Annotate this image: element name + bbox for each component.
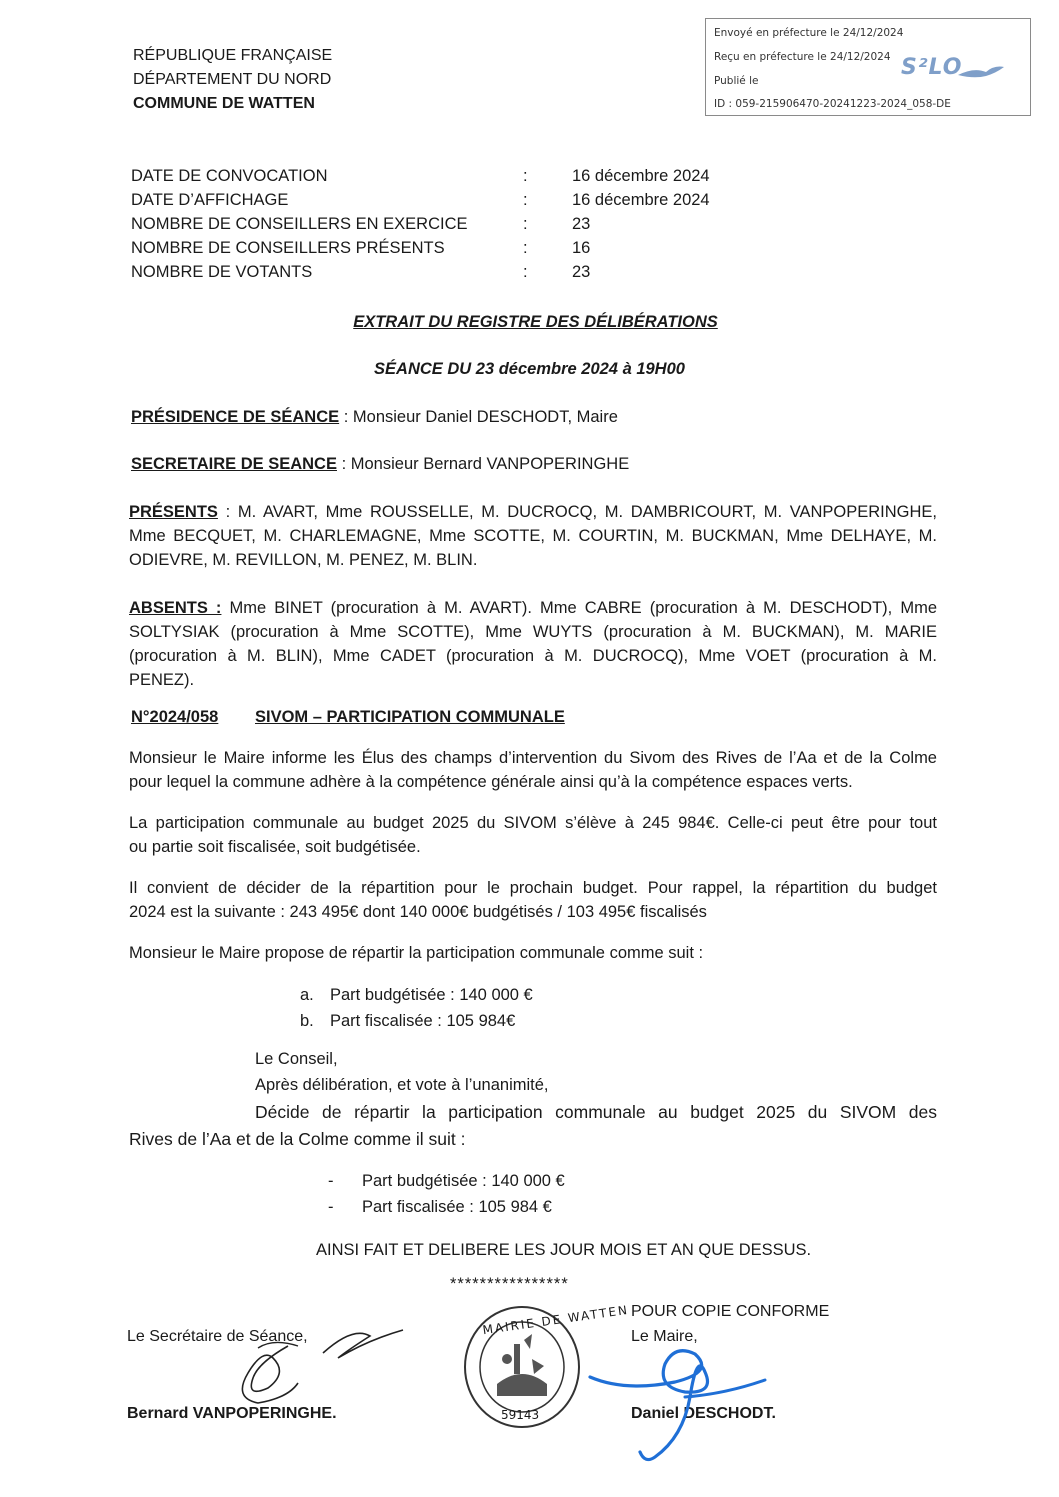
presents-paragraph: PRÉSENTS : M. AVART, Mme ROUSSELLE, M. DUCROCQ, M. DAMBRICOURT, M. VANPOPERINGHE, Mme BECQUET, M. CHARLEMAGNE, Mme SCOTTE, M. COURTIN, M. BUCKMAN, Mme DELHAYE, M. ODIEVRE, M. REVILLON, M. PENEZ, M. BLIN. [129, 503, 937, 569]
list-marker: b. [300, 1012, 314, 1030]
council-line: Le Conseil, [255, 1050, 338, 1068]
session-title: SÉANCE DU 23 décembre 2024 à 19H00 [374, 360, 685, 378]
separator-stars: **************** [450, 1275, 569, 1293]
stamp-published: Publié le [714, 75, 759, 87]
list-item: Part budgétisée : 140 000 € [330, 986, 533, 1004]
info-row: DATE DE CONVOCATION : 16 décembre 2024 [131, 167, 710, 185]
info-row: NOMBRE DE VOTANTS : 23 [131, 263, 591, 281]
extract-title: EXTRAIT DU REGISTRE DES DÉLIBÉRATIONS [353, 313, 718, 331]
s2lo-logo: S²LO [901, 55, 963, 80]
list-marker: - [328, 1172, 334, 1190]
absents-paragraph: ABSENTS : Mme BINET (procuration à M. AVART). Mme CABRE (procuration à M. DESCHODT), Mme SOLTYSIAK (procuration à Mme SCOTTE), Mme WUYTS (procuration à M. BUCKMAN), M. MARIE (procuration à M. BLIN), Mme CADET (procuration à M. DUCROCQ), Mme VOET (procuration à M. PENEZ). [129, 599, 937, 689]
closing-line: AINSI FAIT ET DELIBERE LES JOUR MOIS ET AN QUE DESSUS. [316, 1241, 812, 1259]
list-marker: - [328, 1198, 334, 1216]
after-deliberation-line: Après délibération, et vote à l’unanimité, [255, 1076, 549, 1094]
header-republic: RÉPUBLIQUE FRANÇAISE [133, 47, 333, 64]
info-row: NOMBRE DE CONSEILLERS PRÉSENTS : 16 [131, 239, 591, 257]
seal-text-bottom: 59143 [501, 1408, 540, 1422]
prefecture-stamp [705, 18, 1031, 116]
body-paragraph: Monsieur le Maire propose de répartir la participation communale comme suit : [129, 944, 704, 962]
secretary-name: Bernard VANPOPERINGHE. [127, 1405, 337, 1422]
list-item: Part fiscalisée : 105 984 € [362, 1198, 552, 1216]
decides-line: Décide de répartir la participation communale au budget 2025 du SIVOM des [255, 1102, 937, 1122]
info-row: DATE D’AFFICHAGE : 16 décembre 2024 [131, 191, 710, 209]
decides-line-2: Rives de l’Aa et de la Colme comme il suit : [129, 1129, 466, 1149]
header-department: DÉPARTEMENT DU NORD [133, 71, 332, 88]
deliberation-title: SIVOM – PARTICIPATION COMMUNALE [255, 708, 565, 726]
list-item: Part fiscalisée : 105 984€ [330, 1012, 516, 1030]
stamp-sent: Envoyé en préfecture le 24/12/2024 [714, 27, 904, 39]
header-commune: COMMUNE DE WATTEN [133, 95, 315, 112]
secretary-signature [228, 1318, 408, 1408]
seal-text-top: MAIRIE DE WATTEN [481, 1302, 630, 1338]
mayor-title: Le Maire, [631, 1328, 698, 1345]
stamp-id: ID : 059-215906470-20241223-2024_058-DE [714, 98, 951, 110]
body-paragraph: Il convient de décider de la répartition pour le prochain budget. Pour rappel, la répartition du budget 2024 est la suivante : 243 495€ dont 140 000€ budgétisés / 103 495€ fiscalisés [129, 879, 937, 921]
secretary-title: Le Secrétaire de Séance, [127, 1328, 308, 1345]
body-paragraph: La participation communale au budget 2025 du SIVOM s’élève à 245 984€. Celle-ci peut être pour tout ou partie soit fiscalisée, soit budgétisée. [129, 814, 937, 856]
secretaire-line: SECRETAIRE DE SEANCE : Monsieur Bernard VANPOPERINGHE [131, 455, 630, 473]
info-row: NOMBRE DE CONSEILLERS EN EXERCICE : 23 [131, 215, 591, 233]
mayor-signature [585, 1342, 775, 1472]
body-paragraph: Monsieur le Maire informe les Élus des champs d’intervention du Sivom des Rives de l’Aa et de la Colme pour lequel la commune adhère à la compétence générale ainsi qu’à la compétence espaces verts. [129, 749, 937, 791]
deliberation-number: N°2024/058 [131, 708, 219, 726]
s2lo-bird-icon [956, 63, 1006, 81]
list-item: Part budgétisée : 140 000 € [362, 1172, 565, 1190]
list-marker: a. [300, 986, 314, 1004]
stamp-received: Reçu en préfecture le 24/12/2024 [714, 51, 891, 63]
copy-conforme: POUR COPIE CONFORME [631, 1303, 830, 1320]
presidence-line: PRÉSIDENCE DE SÉANCE : Monsieur Daniel DESCHODT, Maire [131, 408, 618, 426]
mayor-name: Daniel DESCHODT. [631, 1405, 776, 1422]
